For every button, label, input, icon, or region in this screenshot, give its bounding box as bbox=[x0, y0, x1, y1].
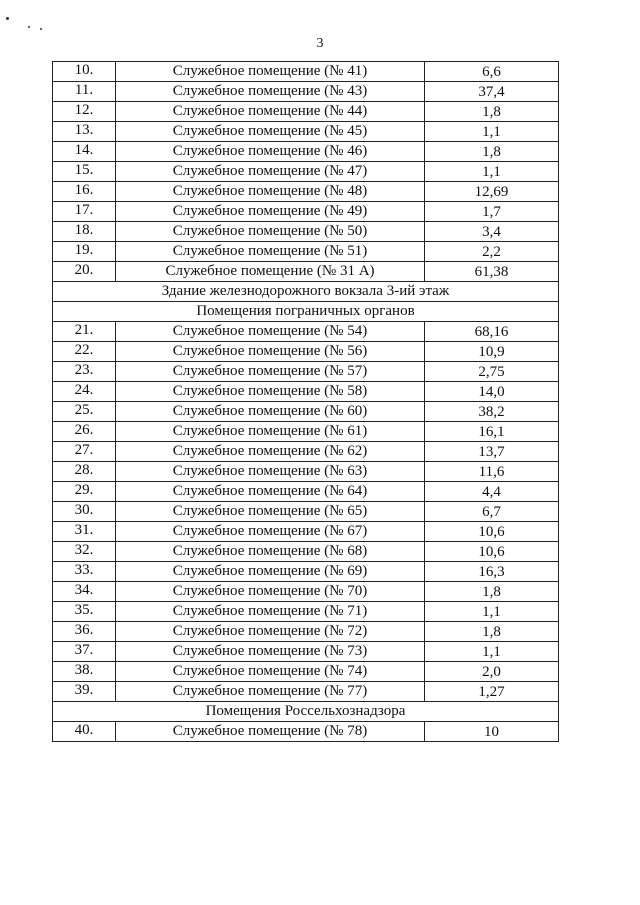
section-row bbox=[53, 282, 559, 302]
row-number: 19. bbox=[53, 242, 116, 262]
row-number: 29. bbox=[53, 482, 116, 502]
room-area: 13,7 bbox=[425, 442, 559, 462]
row-number: 37. bbox=[53, 642, 116, 662]
room-area: 1,8 bbox=[425, 142, 559, 162]
row-number: 26. bbox=[53, 422, 116, 442]
room-name: Служебное помещение (№ 64) bbox=[116, 482, 425, 502]
table-row bbox=[53, 402, 559, 422]
table-row bbox=[53, 182, 559, 202]
room-area: 3,4 bbox=[425, 222, 559, 242]
table-row bbox=[53, 82, 559, 102]
table-row bbox=[53, 442, 559, 462]
table-row bbox=[53, 222, 559, 242]
table-row bbox=[53, 382, 559, 402]
room-area: 2,75 bbox=[425, 362, 559, 382]
room-name: Служебное помещение (№ 69) bbox=[116, 562, 425, 582]
section-row bbox=[53, 302, 559, 322]
room-name: Служебное помещение (№ 50) bbox=[116, 222, 425, 242]
room-area: 14,0 bbox=[425, 382, 559, 402]
row-number: 23. bbox=[53, 362, 116, 382]
row-number: 30. bbox=[53, 502, 116, 522]
row-number: 16. bbox=[53, 182, 116, 202]
scan-speck bbox=[6, 17, 9, 20]
room-name: Служебное помещение (№ 57) bbox=[116, 362, 425, 382]
table-row bbox=[53, 202, 559, 222]
row-number: 33. bbox=[53, 562, 116, 582]
room-area: 1,1 bbox=[425, 602, 559, 622]
room-area: 6,7 bbox=[425, 502, 559, 522]
section-title: Помещения пограничных органов bbox=[53, 302, 559, 322]
row-number: 14. bbox=[53, 142, 116, 162]
row-number: 27. bbox=[53, 442, 116, 462]
row-number: 39. bbox=[53, 682, 116, 702]
room-area: 1,1 bbox=[425, 642, 559, 662]
room-name: Служебное помещение (№ 62) bbox=[116, 442, 425, 462]
room-area: 68,16 bbox=[425, 322, 559, 342]
room-area: 16,3 bbox=[425, 562, 559, 582]
table-row bbox=[53, 422, 559, 442]
room-name: Служебное помещение (№ 65) bbox=[116, 502, 425, 522]
room-name: Служебное помещение (№ 78) bbox=[116, 722, 425, 742]
table-row bbox=[53, 562, 559, 582]
row-number: 28. bbox=[53, 462, 116, 482]
scan-speck bbox=[28, 26, 30, 28]
row-number: 38. bbox=[53, 662, 116, 682]
table-row bbox=[53, 642, 559, 662]
section-row bbox=[53, 702, 559, 722]
row-number: 18. bbox=[53, 222, 116, 242]
room-area: 11,6 bbox=[425, 462, 559, 482]
room-area: 1,1 bbox=[425, 162, 559, 182]
row-number: 31. bbox=[53, 522, 116, 542]
page-number: 3 bbox=[316, 36, 324, 51]
table-row bbox=[53, 242, 559, 262]
room-name: Служебное помещение (№ 56) bbox=[116, 342, 425, 362]
room-area: 2,2 bbox=[425, 242, 559, 262]
room-area: 12,69 bbox=[425, 182, 559, 202]
room-name: Служебное помещение (№ 60) bbox=[116, 402, 425, 422]
table-row bbox=[53, 602, 559, 622]
row-number: 25. bbox=[53, 402, 116, 422]
section-title: Здание железнодорожного вокзала 3-ий этаж bbox=[53, 282, 559, 302]
room-area: 1,8 bbox=[425, 622, 559, 642]
room-area: 10,9 bbox=[425, 342, 559, 362]
row-number: 22. bbox=[53, 342, 116, 362]
room-name: Служебное помещение (№ 49) bbox=[116, 202, 425, 222]
row-number: 20. bbox=[53, 262, 116, 282]
table-row bbox=[53, 122, 559, 142]
row-number: 10. bbox=[53, 62, 116, 82]
room-name: Служебное помещение (№ 63) bbox=[116, 462, 425, 482]
table-row bbox=[53, 682, 559, 702]
row-number: 13. bbox=[53, 122, 116, 142]
room-name: Служебное помещение (№ 72) bbox=[116, 622, 425, 642]
room-area: 6,6 bbox=[425, 62, 559, 82]
premises-table bbox=[52, 61, 559, 742]
room-name: Служебное помещение (№ 77) bbox=[116, 682, 425, 702]
room-name: Служебное помещение (№ 71) bbox=[116, 602, 425, 622]
room-area: 1,8 bbox=[425, 582, 559, 602]
table-row bbox=[53, 582, 559, 602]
row-number: 17. bbox=[53, 202, 116, 222]
table-row bbox=[53, 502, 559, 522]
room-name: Служебное помещение (№ 47) bbox=[116, 162, 425, 182]
room-name: Служебное помещение (№ 58) bbox=[116, 382, 425, 402]
room-name: Служебное помещение (№ 70) bbox=[116, 582, 425, 602]
room-name: Служебное помещение (№ 68) bbox=[116, 542, 425, 562]
table-row bbox=[53, 542, 559, 562]
room-name: Служебное помещение (№ 48) bbox=[116, 182, 425, 202]
table-row bbox=[53, 342, 559, 362]
row-number: 34. bbox=[53, 582, 116, 602]
room-name: Служебное помещение (№ 67) bbox=[116, 522, 425, 542]
room-name: Служебное помещение (№ 61) bbox=[116, 422, 425, 442]
room-area: 10 bbox=[425, 722, 559, 742]
row-number: 21. bbox=[53, 322, 116, 342]
room-name: Служебное помещение (№ 74) bbox=[116, 662, 425, 682]
row-number: 35. bbox=[53, 602, 116, 622]
table-row bbox=[53, 722, 559, 742]
table-row bbox=[53, 262, 559, 282]
room-name: Служебное помещение (№ 31 А) bbox=[116, 262, 425, 282]
room-area: 37,4 bbox=[425, 82, 559, 102]
table-row bbox=[53, 322, 559, 342]
room-area: 16,1 bbox=[425, 422, 559, 442]
table-row bbox=[53, 622, 559, 642]
room-area: 10,6 bbox=[425, 542, 559, 562]
room-name: Служебное помещение (№ 51) bbox=[116, 242, 425, 262]
scan-speck bbox=[40, 28, 42, 30]
room-name: Служебное помещение (№ 43) bbox=[116, 82, 425, 102]
row-number: 12. bbox=[53, 102, 116, 122]
table-row bbox=[53, 522, 559, 542]
table-row bbox=[53, 362, 559, 382]
row-number: 11. bbox=[53, 82, 116, 102]
room-area: 4,4 bbox=[425, 482, 559, 502]
table-row bbox=[53, 662, 559, 682]
row-number: 40. bbox=[53, 722, 116, 742]
room-area: 38,2 bbox=[425, 402, 559, 422]
row-number: 36. bbox=[53, 622, 116, 642]
table-row bbox=[53, 142, 559, 162]
room-name: Служебное помещение (№ 44) bbox=[116, 102, 425, 122]
room-name: Служебное помещение (№ 45) bbox=[116, 122, 425, 142]
row-number: 24. bbox=[53, 382, 116, 402]
room-area: 61,38 bbox=[425, 262, 559, 282]
room-area: 1,7 bbox=[425, 202, 559, 222]
room-area: 1,27 bbox=[425, 682, 559, 702]
room-name: Служебное помещение (№ 73) bbox=[116, 642, 425, 662]
row-number: 32. bbox=[53, 542, 116, 562]
room-area: 1,1 bbox=[425, 122, 559, 142]
table-row bbox=[53, 162, 559, 182]
table-row bbox=[53, 462, 559, 482]
room-name: Служебное помещение (№ 41) bbox=[116, 62, 425, 82]
row-number: 15. bbox=[53, 162, 116, 182]
table-row bbox=[53, 62, 559, 82]
section-title: Помещения Россельхознадзора bbox=[53, 702, 559, 722]
room-name: Служебное помещение (№ 46) bbox=[116, 142, 425, 162]
room-area: 1,8 bbox=[425, 102, 559, 122]
room-area: 2,0 bbox=[425, 662, 559, 682]
room-name: Служебное помещение (№ 54) bbox=[116, 322, 425, 342]
room-area: 10,6 bbox=[425, 522, 559, 542]
table-row bbox=[53, 482, 559, 502]
table-row bbox=[53, 102, 559, 122]
